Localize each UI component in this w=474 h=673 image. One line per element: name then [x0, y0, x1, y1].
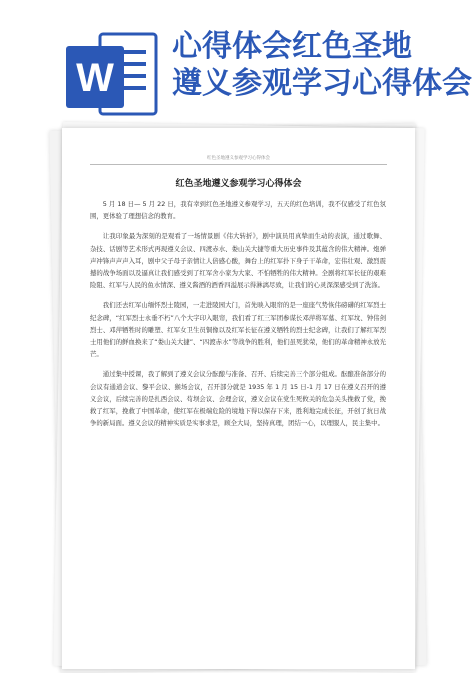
document-page — [62, 128, 415, 669]
paragraph: 通过集中授课，我了解到了遵义会议分酝酿与准备、召开、后续完善三个部分组成。酝酿准备部分的会议有通道会议、黎平会议、猴场会议，召开部分就是 1935 年 1 月 15 日-1 月 17 日在遵义召开的遵义会议，后续完善的是扎西会议、苟坝会议、会理会议，遵义会议在党生死攸关的危急关头挽救了党，挽救了红军，挽救了中国革命，使红军在极端危险的境地下得以保存下来，胜利地完成长征，开创了抗日战争的新局面。遵义会议的精神实质是实事求是，顾全大局，坚持真理，团结一心，以理服人，民主集中。 — [90, 370, 386, 428]
paragraph: 5 月 18 日— 5 月 22 日，我有幸到红色圣地遵义参观学习，五天的红色培训，我不仅感受了红色氛围，更体验了理想信念的教育。 — [90, 200, 386, 221]
headline-line-2: 遵义参观学习心得体会 — [172, 66, 472, 101]
headline — [172, 28, 472, 102]
word-logo-letter: W — [76, 56, 114, 100]
page-header — [0, 0, 474, 122]
header-rule — [90, 164, 387, 165]
headline-line-1: 心得体会红色圣地 — [172, 29, 412, 64]
running-header: 红色圣地遵义参观学习心得体会 — [207, 156, 270, 161]
paragraph: 我们还去红军山缅怀烈士陵园，一走进陵园大门，首先映入眼帘的是一座座气势恢伟磅礴的红军烈士纪念碑，“红军烈士永垂不朽”八个大字印入眼帘，我们看了红三军团参谋长邓萍将军墓、红军坟、钟伟剑烈士、邓萍牺牲时的雕塑、红军女卫生员铜像以及红军长征在遵义牺牲的烈士纪念碑，让我们了解红军烈士用他们的鲜血换来了“娄山关大捷”、“四渡赤水”等战争的胜利，他们虽死犹荣，他们的革命精神永放光芒。 — [90, 301, 386, 359]
document-body — [90, 198, 386, 437]
paragraph: 让我印象最为深刻的是观看了一场情景剧《伟大转折》，剧中演员用真挚而生动的表演，通过歌舞、杂技、话剧等艺术形式再现遵义会议、四渡赤水、娄山关大捷等重大历史事件及其蕴含的伟大精神。炮弹声冲锋声声声入耳，剧中父子母子亲情让人倍感心酸，舞台上的红军扑下身子干革命，宏伟壮观、激烈震撼的战争场面以及逼真让我们感受到了红军舍小家为大家、不怕牺牲的伟大精神。全剧将红军长征的艰难险阻、红军与人民的鱼水情深、遵义酱酒的酒香四溢展示得淋漓尽致，让我们的心灵深深感受到了洗涤。 — [90, 232, 386, 290]
document-title: 红色圣地遵义参观学习心得体会 — [175, 179, 302, 189]
word-document-icon — [62, 28, 162, 128]
